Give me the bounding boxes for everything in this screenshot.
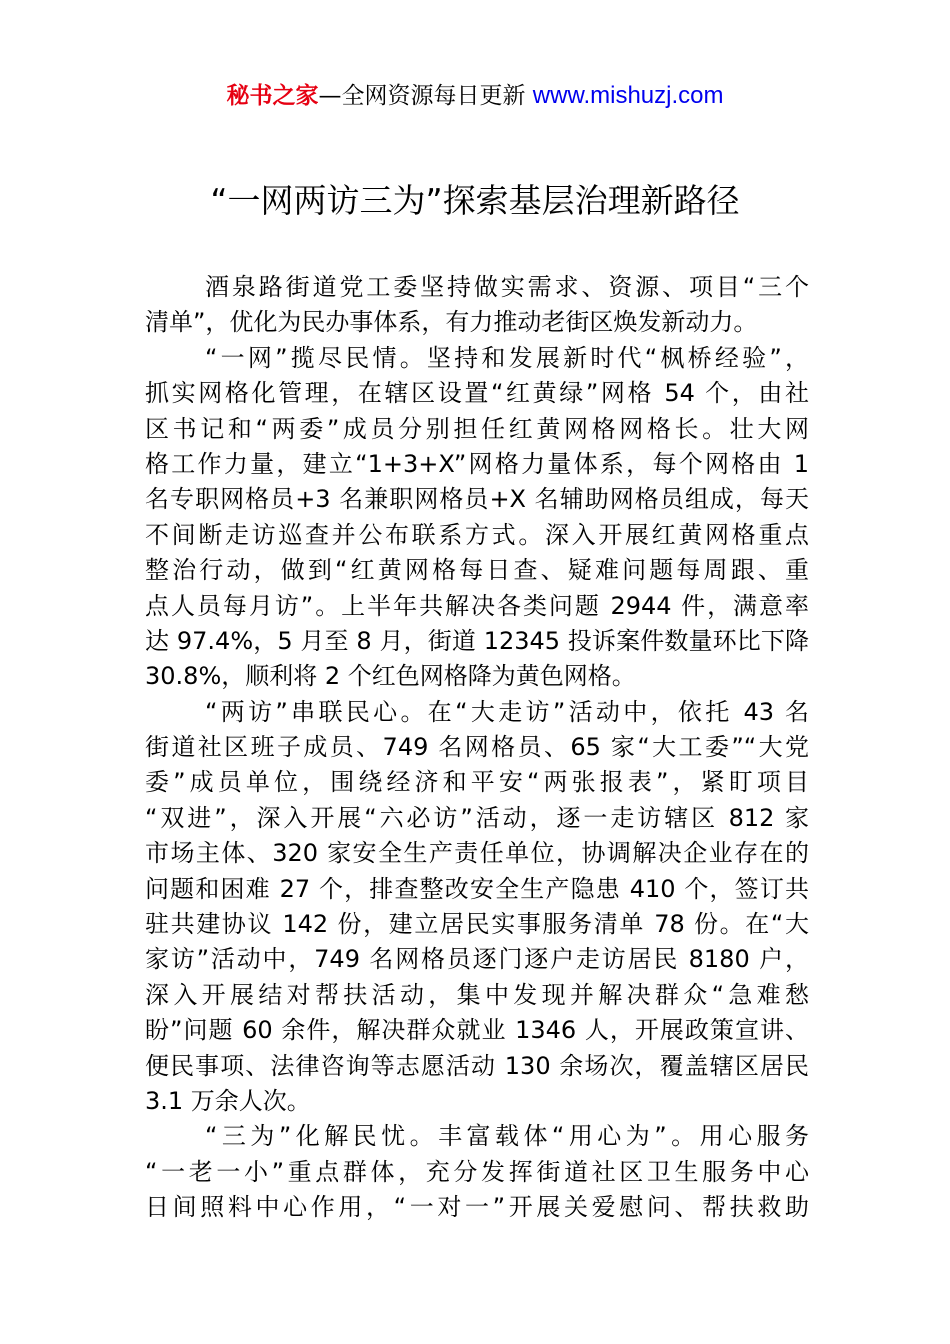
paragraph-line: 达 97.4%，5 月至 8 月，街道 12345 投诉案件数量环比下降 bbox=[145, 626, 809, 655]
paragraph-line: 3.1 万余人次。 bbox=[145, 1086, 311, 1115]
paragraph-line: 名专职网格员+3 名兼职网格员+X 名辅助网格员组成，每天 bbox=[145, 485, 809, 514]
site-url-link[interactable]: www.mishuzj.com bbox=[532, 82, 724, 109]
paragraph-line: 驻共建协议 142 份，建立居民实事服务清单 78 份。在“大 bbox=[145, 910, 809, 939]
paragraph-line: 深入开展结对帮扶活动，集中发现并解决群众“急难愁 bbox=[145, 980, 809, 1009]
paragraph-line: 不间断走访巡查并公布联系方式。深入开展红黄网格重点 bbox=[145, 520, 809, 549]
paragraph-line: “一网”揽尽民情。坚持和发展新时代“枫桥经验”， bbox=[205, 343, 809, 372]
paragraph-line: 便民事项、法律咨询等志愿活动 130 余场次，覆盖辖区居民 bbox=[145, 1051, 809, 1080]
paragraph-line: 市场主体、320 家安全生产责任单位，协调解决企业存在的 bbox=[145, 839, 809, 868]
paragraph-line: 30.8%，顺利将 2 个红色网格降为黄色网格。 bbox=[145, 662, 636, 691]
paragraph-line: 家访”活动中，749 名网格员逐门逐户走访居民 8180 户， bbox=[145, 945, 809, 974]
paragraph-line: 委”成员单位，围绕经济和平安“两张报表”，紧盯项目 bbox=[145, 768, 809, 797]
paragraph-line: 街道社区班子成员、749 名网格员、65 家“大工委”“大党 bbox=[145, 733, 809, 762]
document-body bbox=[145, 270, 809, 1226]
site-header bbox=[0, 80, 950, 112]
paragraph-line: 格工作力量，建立“1+3+X”网格力量体系，每个网格由 1 bbox=[145, 449, 809, 478]
paragraph-line: 酒泉路街道党工委坚持做实需求、资源、项目“三个 bbox=[205, 273, 809, 301]
paragraph-line: 盼”问题 60 余件，解决群众就业 1346 人，开展政策宣讲、 bbox=[145, 1016, 809, 1045]
paragraph-line: “三为”化解民忧。丰富载体“用心为”。用心服务 bbox=[205, 1122, 809, 1151]
paragraph-line: 抓实网格化管理，在辖区设置“红黄绿”网格 54 个，由社 bbox=[145, 379, 809, 408]
paragraph-line: 区书记和“两委”成员分别担任红黄网格网格长。壮大网 bbox=[145, 414, 809, 443]
paragraph-line: “一老一小”重点群体，充分发挥街道社区卫生服务中心 bbox=[145, 1157, 809, 1186]
paragraph-line: 整治行动，做到“红黄网格每日查、疑难问题每周跟、重 bbox=[145, 556, 809, 585]
paragraph-line: “两访”串联民心。在“大走访”活动中，依托 43 名 bbox=[205, 697, 809, 726]
header-tagline: —全网资源每日更新 bbox=[318, 83, 533, 109]
paragraph-line: “双进”，深入开展“六必访”活动，逐一走访辖区 812 家 bbox=[145, 803, 809, 832]
paragraph-line: 日间照料中心作用，“一对一”开展关爱慰问、帮扶救助 bbox=[145, 1193, 809, 1222]
document-title: “一网两访三为”探索基层治理新路径 bbox=[210, 181, 740, 220]
paragraph-line: 点人员每月访”。上半年共解决各类问题 2944 件，满意率 bbox=[145, 591, 809, 620]
brand-name: 秘书之家 bbox=[226, 83, 319, 109]
paragraph-line: 问题和困难 27 个，排查整改安全生产隐患 410 个，签订共 bbox=[145, 874, 809, 903]
paragraph-line: 清单”，优化为民办事体系，有力推动老街区焕发新动力。 bbox=[145, 308, 758, 337]
